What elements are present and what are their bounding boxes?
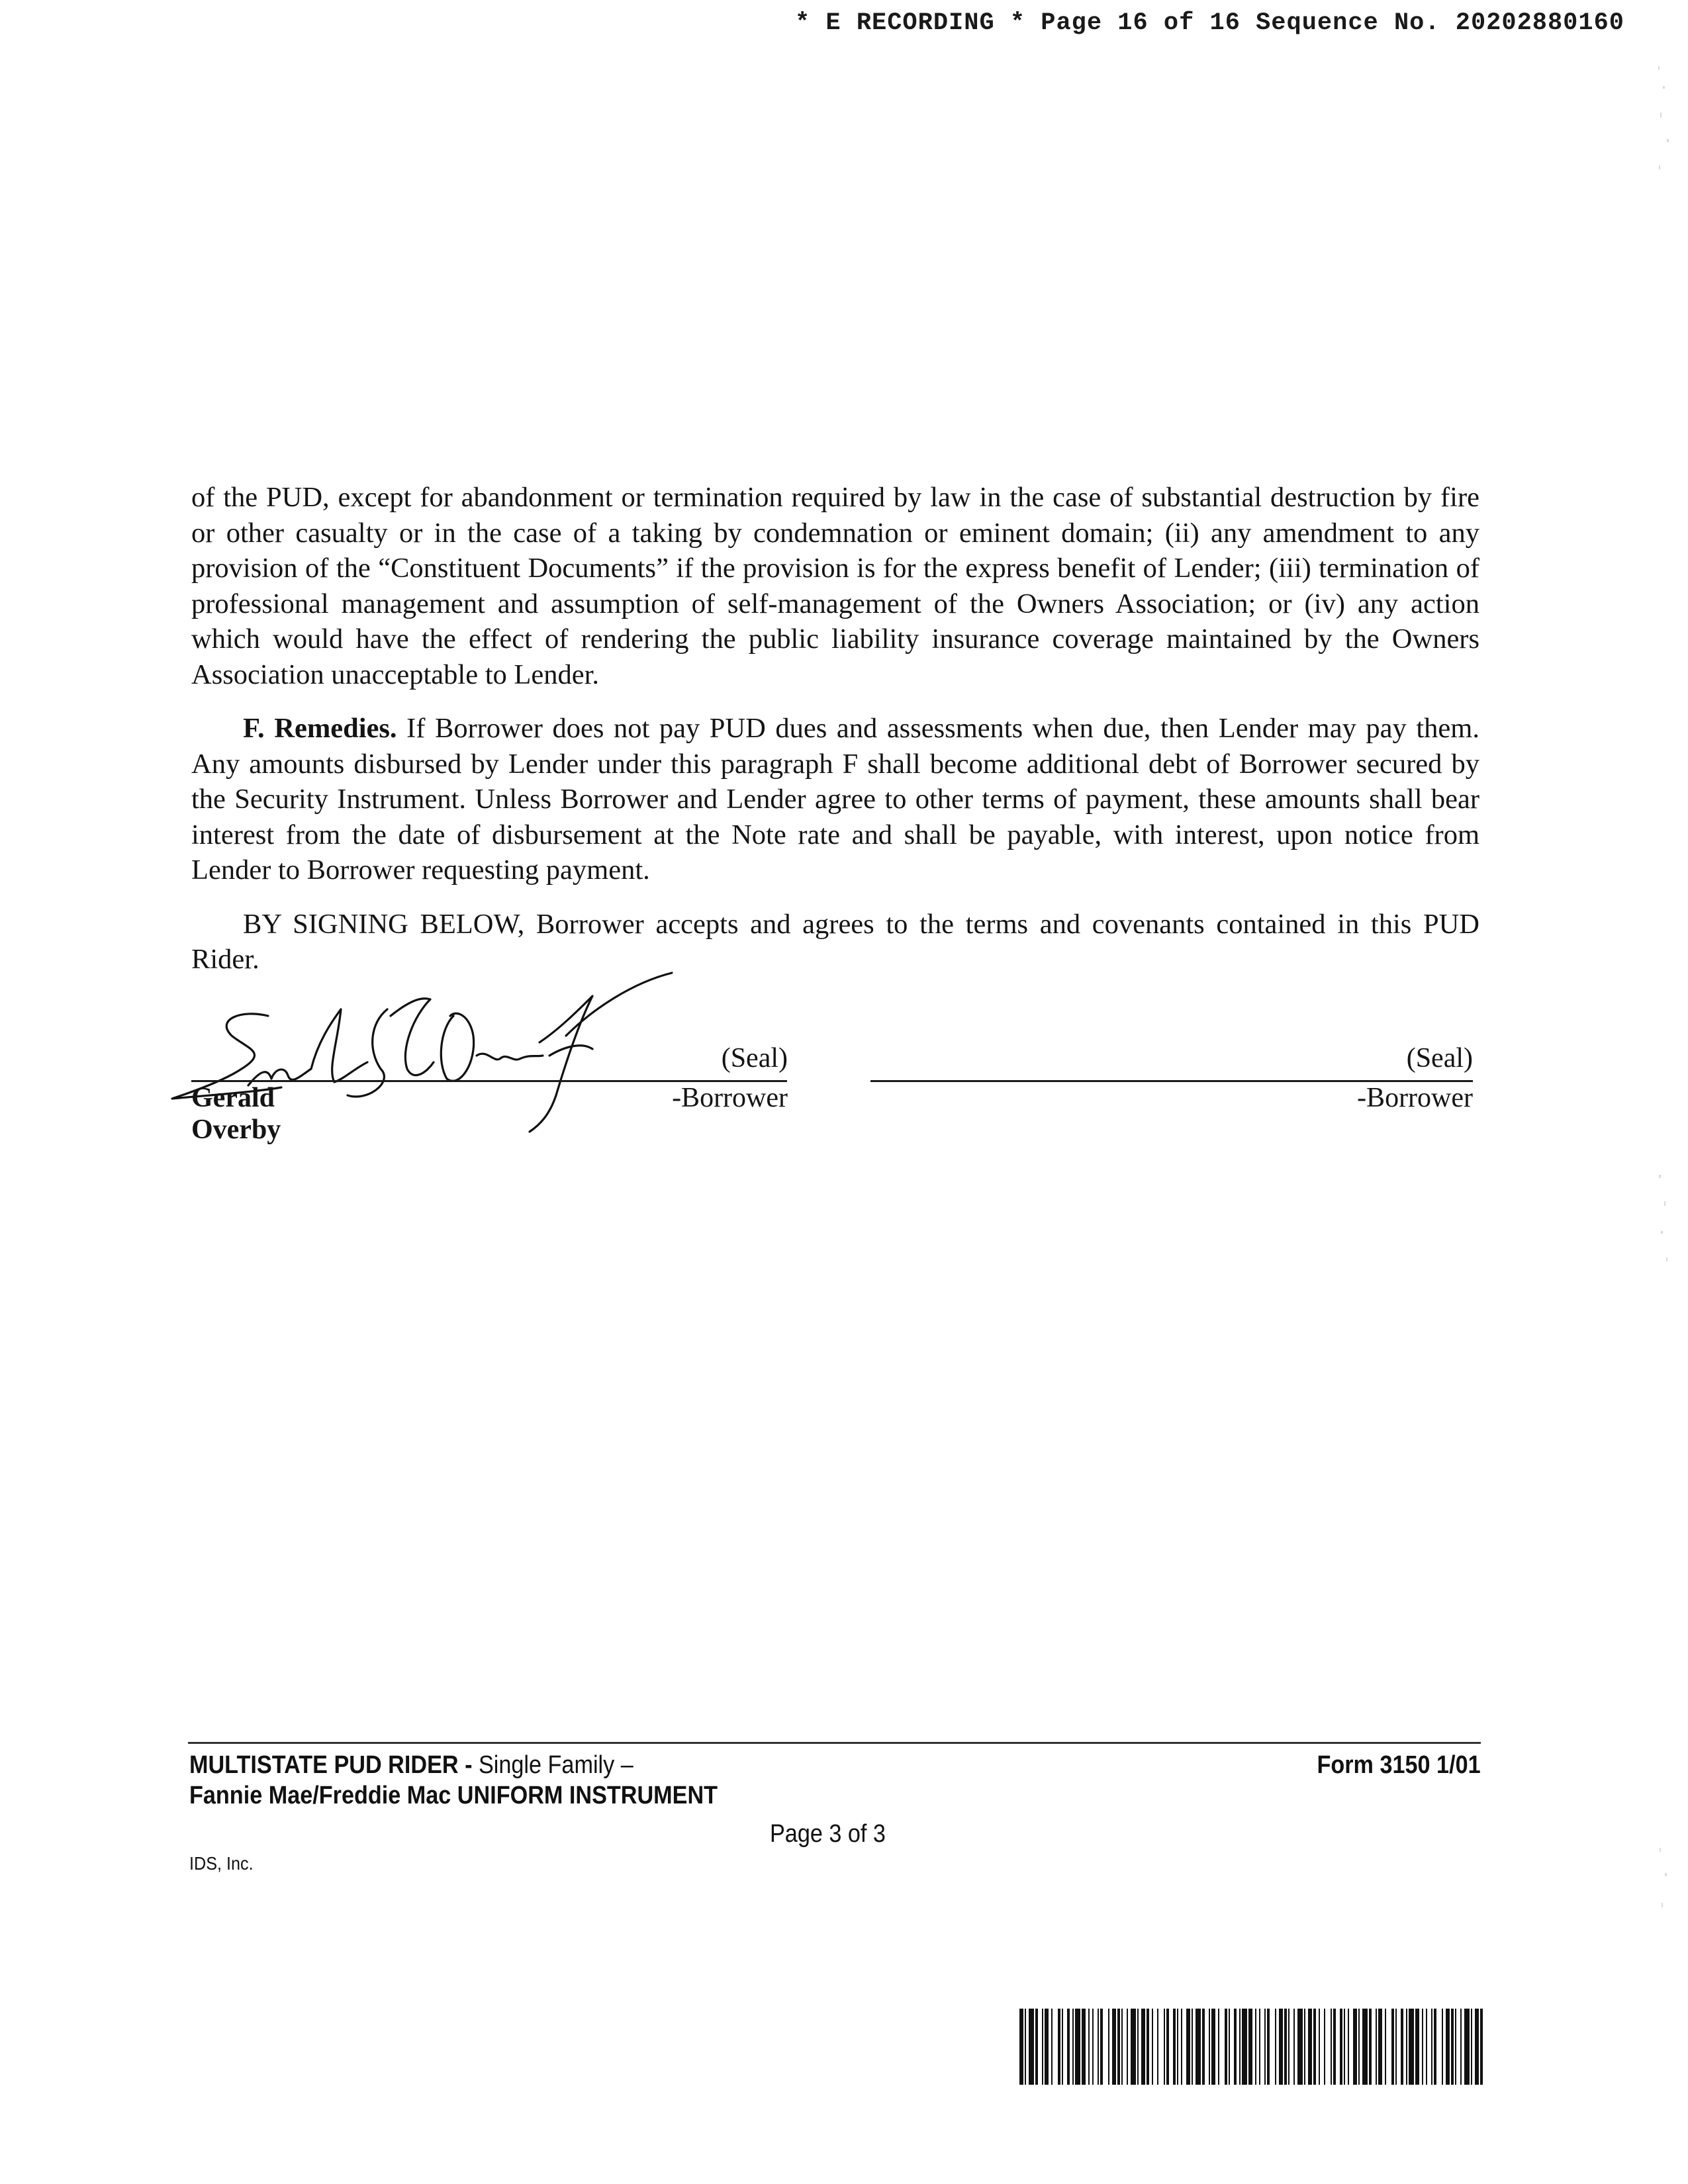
form-number: Form 3150 1/01 bbox=[1317, 1751, 1481, 1779]
footer-title-bold: MULTISTATE PUD RIDER - bbox=[189, 1751, 473, 1779]
scan-noise-mark bbox=[1655, 1840, 1675, 1939]
footer-subtitle: Fannie Mae/Freddie Mac UNIFORM INSTRUMENT bbox=[189, 1782, 718, 1809]
role-label-left: -Borrower bbox=[672, 1083, 788, 1113]
paragraph-remedies bbox=[191, 711, 1479, 888]
paragraph-signing-statement: BY SIGNING BELOW, Borrower accepts and agrees to the terms and covenants contained in this PUD Rider. bbox=[191, 908, 1479, 975]
remedies-text: If Borrower does not pay PUD dues and assessments when due, then Lender may pay them. Any amounts disbursed by Lender under this paragraph F shall become additional debt of Borrower secured by the Security Instrument. Unless Borrower and Lender agree to other terms of payment, these amounts shall bear interest from the date of disbursement at the Note rate and shall be payable, with interest, upon notice from Lender to Borrower requesting payment. bbox=[191, 713, 1479, 886]
page-number: Page 3 of 3 bbox=[770, 1820, 886, 1848]
recording-header: * E RECORDING * Page 16 of 16 Sequence No. 20202880160 bbox=[795, 9, 1624, 37]
vendor-label: IDS, Inc. bbox=[189, 1853, 254, 1874]
document-body bbox=[191, 480, 1479, 996]
seal-label-right: (Seal) bbox=[1406, 1043, 1473, 1073]
footer-title-rest: Single Family – bbox=[472, 1751, 633, 1779]
footer-divider bbox=[188, 1742, 1481, 1744]
seal-label-left: (Seal) bbox=[721, 1043, 788, 1073]
scan-noise-mark bbox=[1655, 1165, 1675, 1284]
paragraph-pud-consent: of the PUD, except for abandonment or termination required by law in the case of substantial destruction by fire or other casualty or in the case of a taking by condemnation or eminent domain; (ii) any amendment to any provision of the “Constituent Documents” if the provision is for the express benefit of Lender; (iii) termination of professional management and assumption of self-management of the Owners Association; or (iv) any action which would have the effect of rendering the public liability insurance coverage maintained by the Owners Association unacceptable to Lender. bbox=[191, 482, 1479, 690]
borrower-name: Gerald Overby bbox=[191, 1083, 281, 1145]
barcode bbox=[1019, 2009, 1483, 2085]
role-label-right: -Borrower bbox=[1357, 1083, 1473, 1113]
footer-title bbox=[189, 1751, 633, 1780]
remedies-heading: F. Remedies. bbox=[243, 713, 397, 744]
scan-noise-mark bbox=[1655, 60, 1675, 192]
